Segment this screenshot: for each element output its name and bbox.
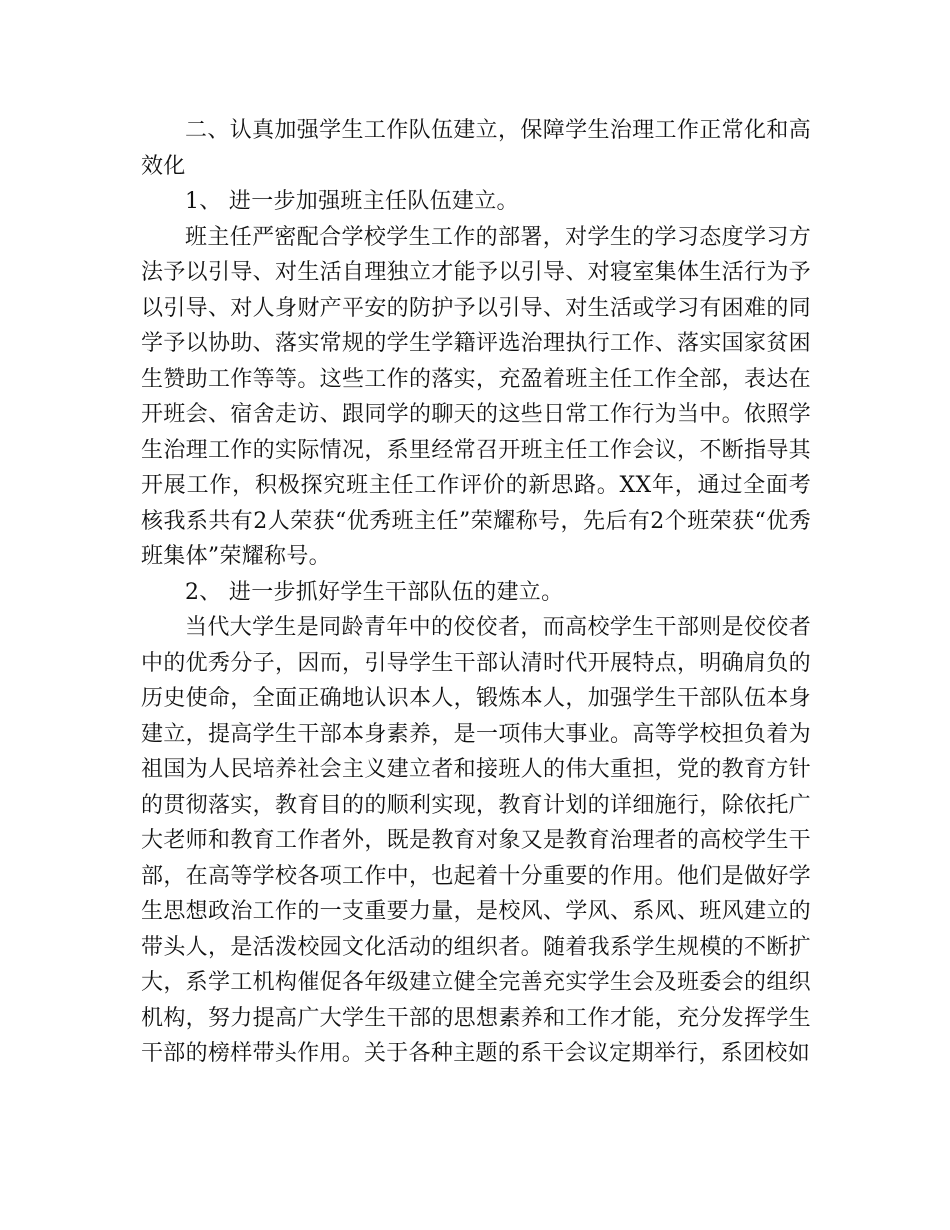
section-heading: 二、认真加强学生工作队伍建立，保障学生治理工作正常化和高效化 [141,118,811,179]
item-2-paragraph: 当代大学生是同龄青年中的佼佼者，而高校学生干部则是佼佼者中的优秀分子，因而，引导学生干部认清时代开展特点，明确肩负的历史使命，全面正确地认识本人，锻炼本人，加强学生干部队伍本身建立，提高学生干部本身素养，是一项伟大事业。高等学校担负着为祖国为人民培养社会主义建立者和接班人的伟大重担，党的教育方针的贯彻落实，教育目的的顺利实现，教育计划的详细施行，除依托广大老师和教育工作者外，既是教育对象又是教育治理者的高校学生干部，在高等学校各项工作中，也起着十分重要的作用。他们是做好学生思想政治工作的一支重要力量，是校风、学风、系风、班风建立的带头人，是活泼校园文化活动的组织者。随着我系学生规模的不断扩大，系学工机构催促各年级建立健全完善充实学生会及班委会的组织机构，努力提高广大学生干部的思想素养和工作才能，充分发挥学生干部的榜样带头作用。关于各种主题的系干会议定期举行，系团校如 [141,615,811,1066]
document-body [141,113,811,1072]
item-1-heading: 1、 进一步加强班主任队伍建立。 [185,189,519,214]
item-1-paragraph: 班主任严密配合学校学生工作的部署，对学生的学习态度学习方法予以引导、对生活自理独立才能予以引导、对寝室集体生活行为予以引导、对人身财产平安的防护予以引导、对生活或学习有困难的同学予以协助、落实常规的学生学籍评选治理执行工作、落实国家贫困生赞助工作等等。这些工作的落实，充盈着班主任工作全部，表达在开班会、宿舍走访、跟同学的聊天的这些日常工作行为当中。依照学生治理工作的实际情况，系里经常召开班主任工作会议，不断指导其开展工作，积极探究班主任工作评价的新思路。XX年，通过全面考核我系共有2人荣获“优秀班主任”荣耀称号，先后有2个班荣获“优秀班集体”荣耀称号。 [141,224,811,569]
item-2-heading: 2、 进一步抓好学生干部队伍的建立。 [185,579,564,605]
